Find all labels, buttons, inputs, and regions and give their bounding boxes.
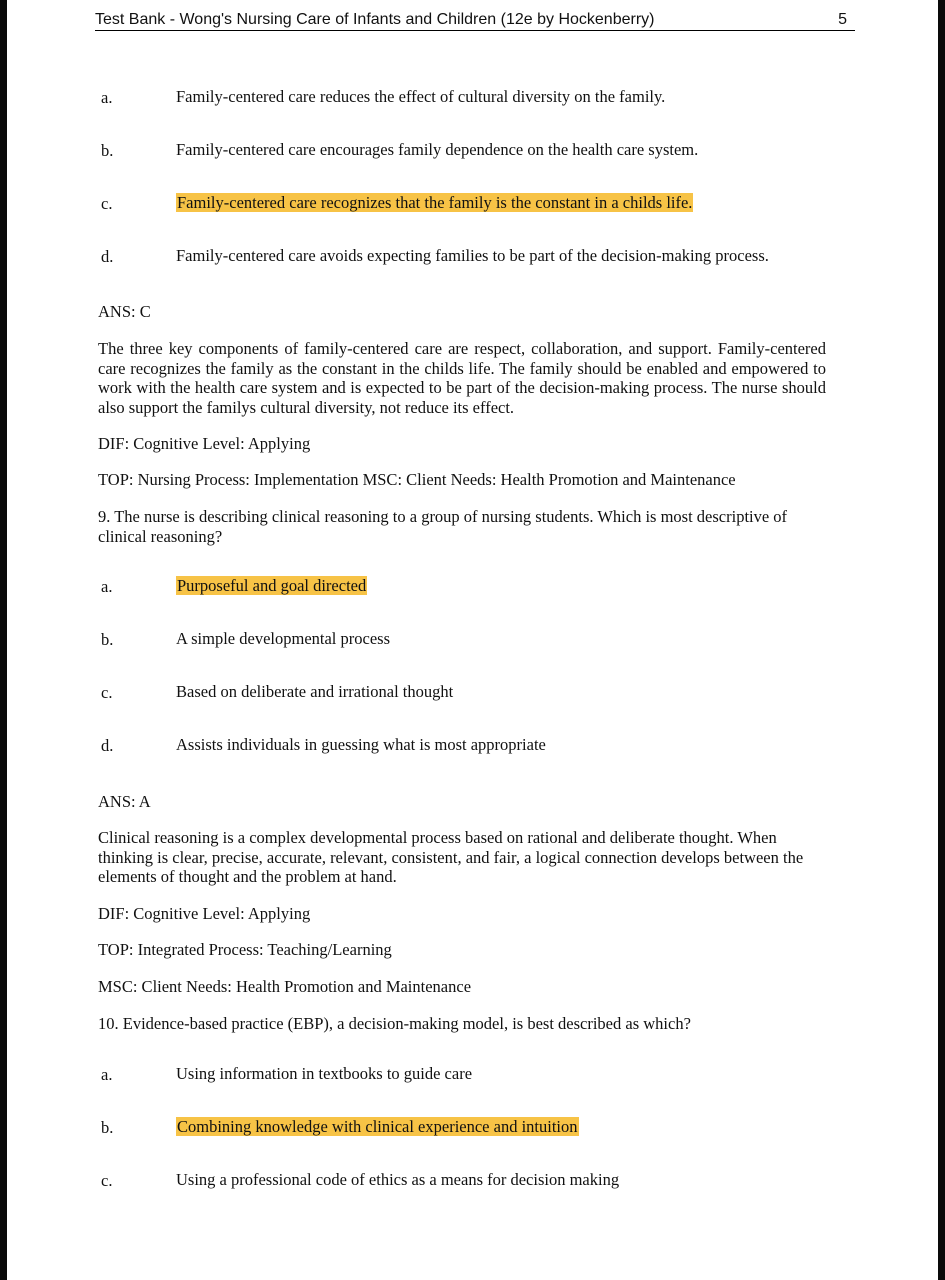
q8-topic: TOP: Nursing Process: Implementation MSC: Client Needs: Health Promotion and Maintenance: [98, 470, 736, 489]
document-page: [7, 0, 938, 1280]
page-header: [95, 10, 855, 31]
q8-difficulty: DIF: Cognitive Level: Applying: [98, 434, 311, 453]
q9-difficulty: DIF: Cognitive Level: Applying: [98, 904, 311, 923]
q8-option-c-label: c.: [101, 194, 113, 213]
q8-option-b-text: Family-centered care encourages family dependence on the health care system.: [176, 140, 699, 159]
q10-option-c-text: Using a professional code of ethics as a means for decision making: [176, 1170, 620, 1189]
q9-option-b-label: b.: [101, 630, 114, 649]
q9-option-c-text: Based on deliberate and irrational thought: [176, 682, 454, 701]
q9-option-d-text: Assists individuals in guessing what is most appropriate: [176, 735, 546, 754]
q10-option-b-text: [176, 1117, 579, 1137]
q10-option-a-label: a.: [101, 1065, 113, 1084]
q8-option-d-text: Family-centered care avoids expecting families to be part of the decision-making process.: [176, 246, 769, 265]
page-number: 5: [838, 11, 847, 28]
q9-topic: TOP: Integrated Process: Teaching/Learning: [98, 940, 392, 959]
q8-option-a-text: Family-centered care reduces the effect of cultural diversity on the family.: [176, 87, 666, 106]
q9-rationale: Clinical reasoning is a complex developmental process based on rational and deliberate thought. When thinking is clear, precise, accurate, relevant, consistent, and fair, a logical connection develops between the elements of thought and the problem at hand.: [98, 828, 804, 887]
q9-option-c-label: c.: [101, 683, 113, 702]
q10-option-a-text: Using information in textbooks to guide care: [176, 1064, 473, 1083]
q9-question: 9. The nurse is describing clinical reasoning to a group of nursing students. Which is most descriptive of clinical reasoning?: [98, 507, 788, 546]
q9-answer: ANS: A: [98, 792, 151, 811]
q9-option-d-label: d.: [101, 736, 114, 755]
q8-option-b-label: b.: [101, 141, 114, 160]
q9-correct-highlight: Purposeful and goal directed: [177, 576, 367, 595]
q8-correct-highlight: Family-centered care recognizes that the family is the constant in a childs life.: [177, 193, 693, 212]
q10-option-c-label: c.: [101, 1171, 113, 1190]
q8-rationale: The three key components of family-centered care are respect, collaboration, and support. Family-centered care recognizes the family as the constant in the childs life. The family should be enabled and empowered to work with the health care system and is expected to be part of the decision-making process. The nurse should also support the familys cultural diversity, not reduce its effect.: [98, 339, 826, 418]
q8-answer: ANS: C: [98, 302, 151, 321]
q9-option-a-text: [176, 576, 367, 596]
q10-correct-highlight: Combining knowledge with clinical experience and intuition: [177, 1117, 578, 1136]
q8-option-d-label: d.: [101, 247, 114, 266]
header-title: Test Bank - Wong's Nursing Care of Infants and Children (12e by Hockenberry): [95, 11, 655, 28]
q9-option-b-text: A simple developmental process: [176, 629, 390, 648]
q10-option-b-label: b.: [101, 1118, 114, 1137]
q9-msc: MSC: Client Needs: Health Promotion and Maintenance: [98, 977, 472, 996]
q10-question: 10. Evidence-based practice (EBP), a decision-making model, is best described as which?: [98, 1014, 691, 1033]
q8-option-c-text: [176, 193, 693, 213]
q8-option-a-label: a.: [101, 88, 113, 107]
q9-option-a-label: a.: [101, 577, 113, 596]
